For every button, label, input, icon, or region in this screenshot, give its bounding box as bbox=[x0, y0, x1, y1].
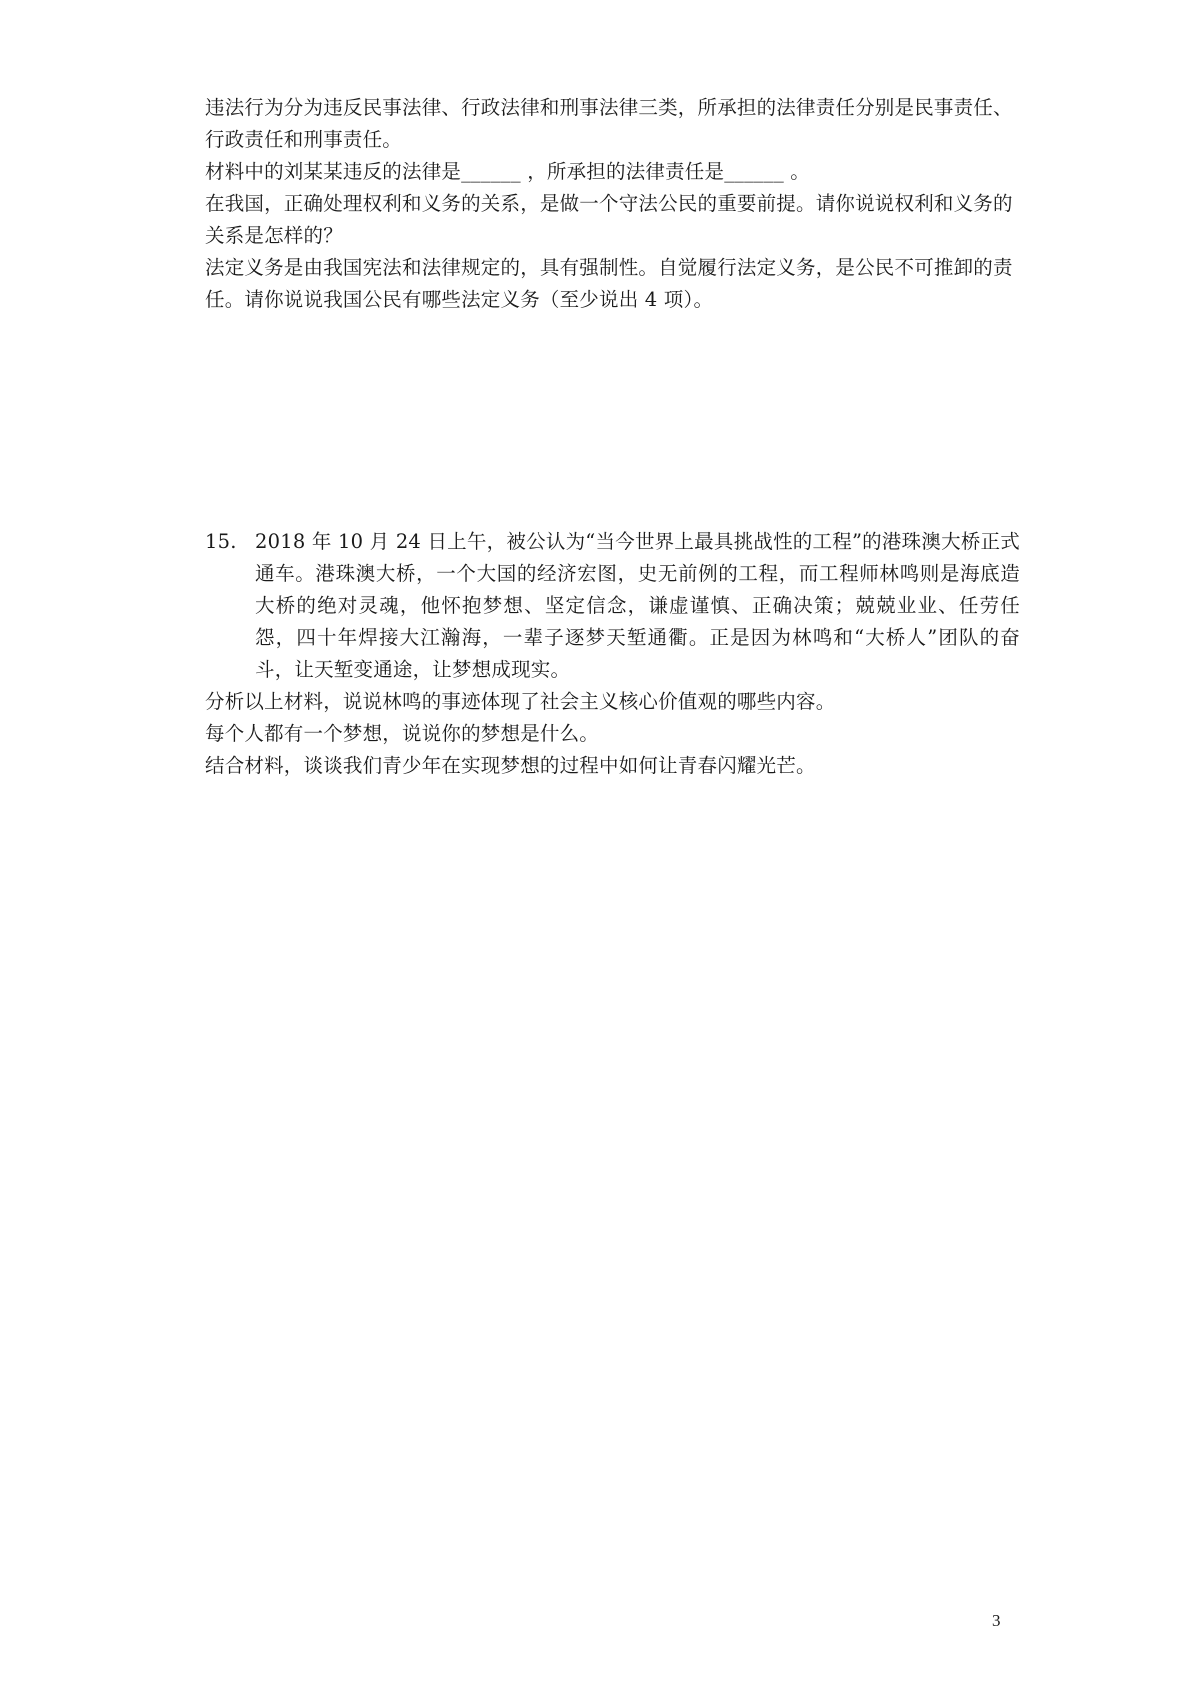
paragraph-illegal-acts: 违法行为分为违反民事法律、行政法律和刑事法律三类，所承担的法律责任分别是民事责任、行政责任和刑事责任。 bbox=[205, 96, 1013, 151]
question-15-material bbox=[205, 526, 1020, 686]
question-number: 15. bbox=[205, 530, 237, 553]
page-number: 3 bbox=[992, 1611, 1001, 1630]
sub-question-3: 结合材料，谈谈我们青少年在实现梦想的过程中如何让青春闪耀光芒。 bbox=[205, 754, 816, 777]
question-15-text: 2018 年 10 月 24 日上午，被公认为“当今世界上最具挑战性的工程”的港珠澳大桥正式通车。港珠澳大桥，一个大国的经济宏图，史无前例的工程，而工程师林鸣则是海底造大桥的绝对灵魂，他怀抱梦想、坚定信念，谦虚谨慎、正确决策；兢兢业业、任劳任怨，四十年焊接大江瀚海，一辈子逐梦天堑通衢。正是因为林鸣和“大桥人”团队的奋斗，让天堑变通途，让梦想成现实。 bbox=[255, 530, 1020, 681]
sub-question-1: 分析以上材料，说说林鸣的事迹体现了社会主义核心价值观的哪些内容。 bbox=[205, 690, 836, 713]
question-15 bbox=[205, 526, 1020, 782]
fill-in-blank-question: 材料中的刘某某违反的法律是______ ，所承担的法律责任是______ 。 bbox=[205, 160, 810, 183]
sub-question-2: 每个人都有一个梦想，说说你的梦想是什么。 bbox=[205, 722, 600, 745]
question-14-continuation bbox=[205, 92, 1020, 316]
legal-obligations-question: 法定义务是由我国宪法和法律规定的，具有强制性。自觉履行法定义务，是公民不可推卸的责任。请你说说我国公民有哪些法定义务（至少说出 4 项）。 bbox=[205, 256, 1013, 311]
rights-duties-question: 在我国，正确处理权利和义务的关系，是做一个守法公民的重要前提。请你说说权利和义务的关系是怎样的？ bbox=[205, 192, 1013, 247]
